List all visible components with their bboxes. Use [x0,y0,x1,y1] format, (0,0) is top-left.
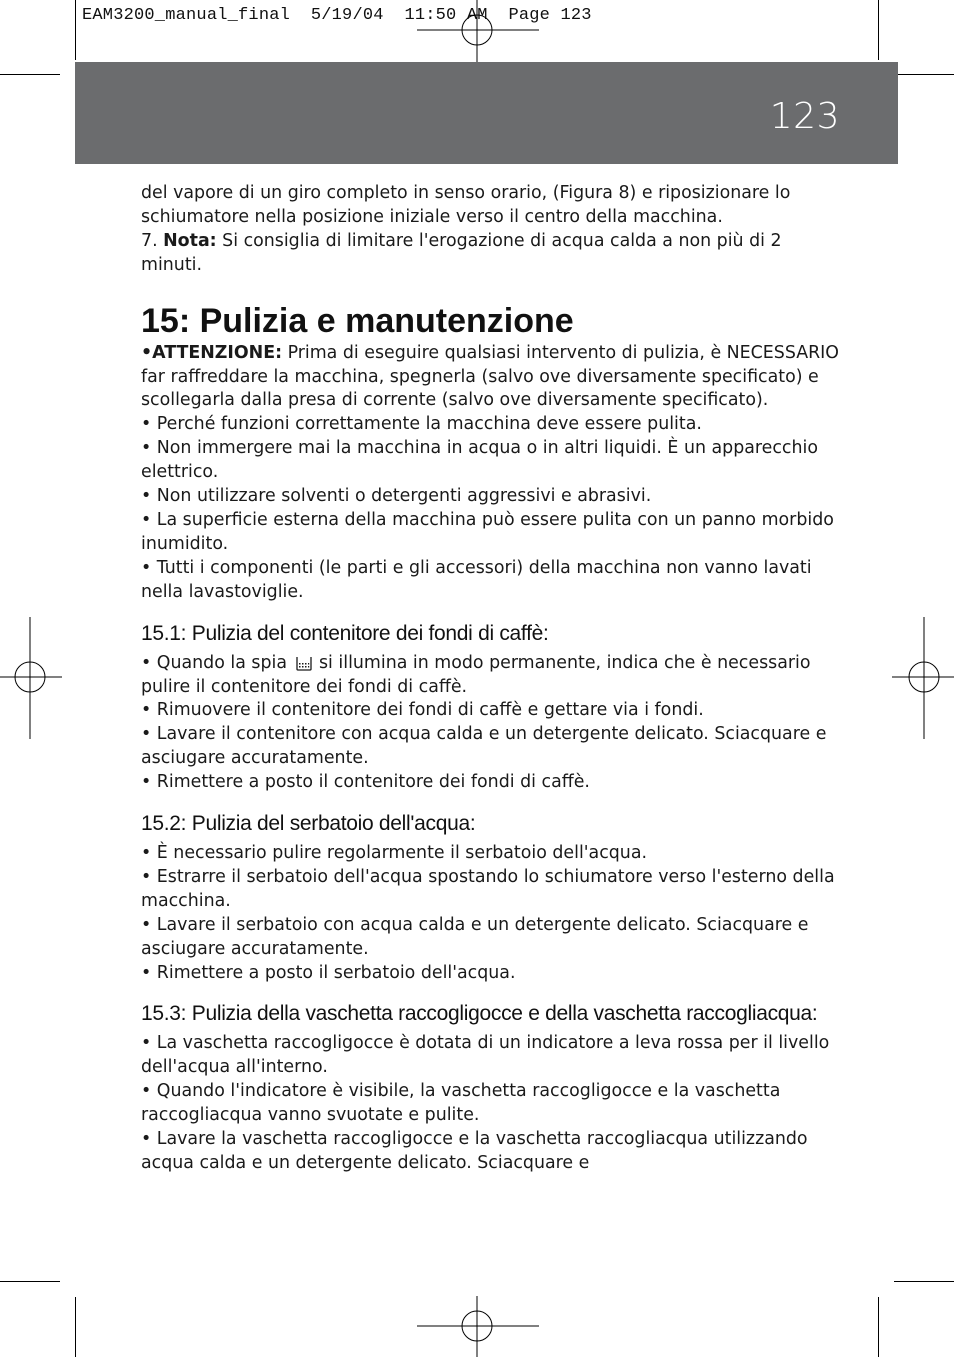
print-slug: EAM3200_manual_final 5/19/04 11:50 AM Page 123 [82,6,592,25]
list-item: • Quando l'indicatore è visibile, la vaschetta raccogligocce e la vaschetta raccogliacqua vanno svuotate e pulite. [141,1081,781,1126]
registration-mark-top [417,0,539,62]
page-number: 123 [769,96,840,137]
registration-mark-bottom [417,1296,539,1357]
note-paragraph [141,230,841,278]
list-item: • Non immergere mai la macchina in acqua o in altri liquidi. È un apparecchio elettrico. [141,438,818,483]
intro-paragraph: del vapore di un giro completo in senso orario, (Figura 8) e riposizionare lo schiumatore nella posizione iniziale verso il centro della macchina. [141,183,791,227]
registration-mark-left [0,617,62,739]
list-item: • La vaschetta raccogligocce è dotata di un indicatore a leva rossa per il livello dell'acqua all'interno. [141,1033,830,1078]
page-content [141,182,841,1176]
step-number: 7. [141,230,164,251]
list-item: • Estrarre il serbatoio dell'acqua spostando lo schiumatore verso l'esterno della macchina. [141,866,835,911]
list-item: • Rimettere a posto il serbatoio dell'acqua. [141,962,516,983]
list-item: • Tutti i componenti (le parti e gli accessori) della macchina non vanno lavati nella lavastoviglie. [141,557,812,602]
section-title: 15: Pulizia e manutenzione [141,301,574,340]
list-item: • La superficie esterna della macchina può essere pulita con un panno morbido inumidito. [141,509,834,554]
list-item: • Non utilizzare solventi o detergenti aggressivi e abrasivi. [141,486,652,507]
subsection-title-15-1: 15.1: Pulizia del contenitore dei fondi di caffè: [141,621,549,645]
coffee-grounds-container-icon [295,656,313,671]
header-band [75,62,898,164]
list-item: • Lavare la vaschetta raccogligocce e la vaschetta raccogliacqua utilizzando acqua calda e un detergente delicato. Sciacquare e [141,1129,808,1173]
list-item: • È necessario pulire regolarmente il serbatoio dell'acqua. [141,843,648,864]
note-label: Nota: [163,230,217,251]
note-text: Si consiglia di limitare l'erogazione di acqua calda a non più di 2 minuti. [141,230,782,275]
list-item: • Perché funzioni correttamente la macchina deve essere pulita. [141,414,702,435]
warning-text: Prima di eseguire qualsiasi intervento di pulizia, è NECESSARIO far raffreddare la macchina, spegnerla (salvo ove diversamente specificato) e scollegarla dalla presa di corrente (salvo ove diversamente specificato). [141,342,839,411]
subsection-title-15-2: 15.2: Pulizia del serbatoio dell'acqua: [141,812,476,836]
list-item: • Quando la spia si illumina in modo permanente, indica che è necessario pulire il contenitore dei fondi di caffè. [141,652,811,697]
list-item: • Lavare il serbatoio con acqua calda e un detergente delicato. Sciacquare e asciugare accuratamente. [141,914,809,959]
warning-label: •ATTENZIONE: [141,342,283,363]
registration-mark-right [892,617,954,739]
list-item: • Rimettere a posto il contenitore dei fondi di caffè. [141,772,590,793]
list-item: • Lavare il contenitore con acqua calda e un detergente delicato. Sciacquare e asciugare accuratamente. [141,724,827,769]
warning-paragraph [141,342,841,414]
subsection-title-15-3: 15.3: Pulizia della vaschetta raccogligocce e della vaschetta raccogliacqua: [141,1002,818,1026]
list-item: • Rimuovere il contenitore dei fondi di caffè e gettare via i fondi. [141,700,704,721]
